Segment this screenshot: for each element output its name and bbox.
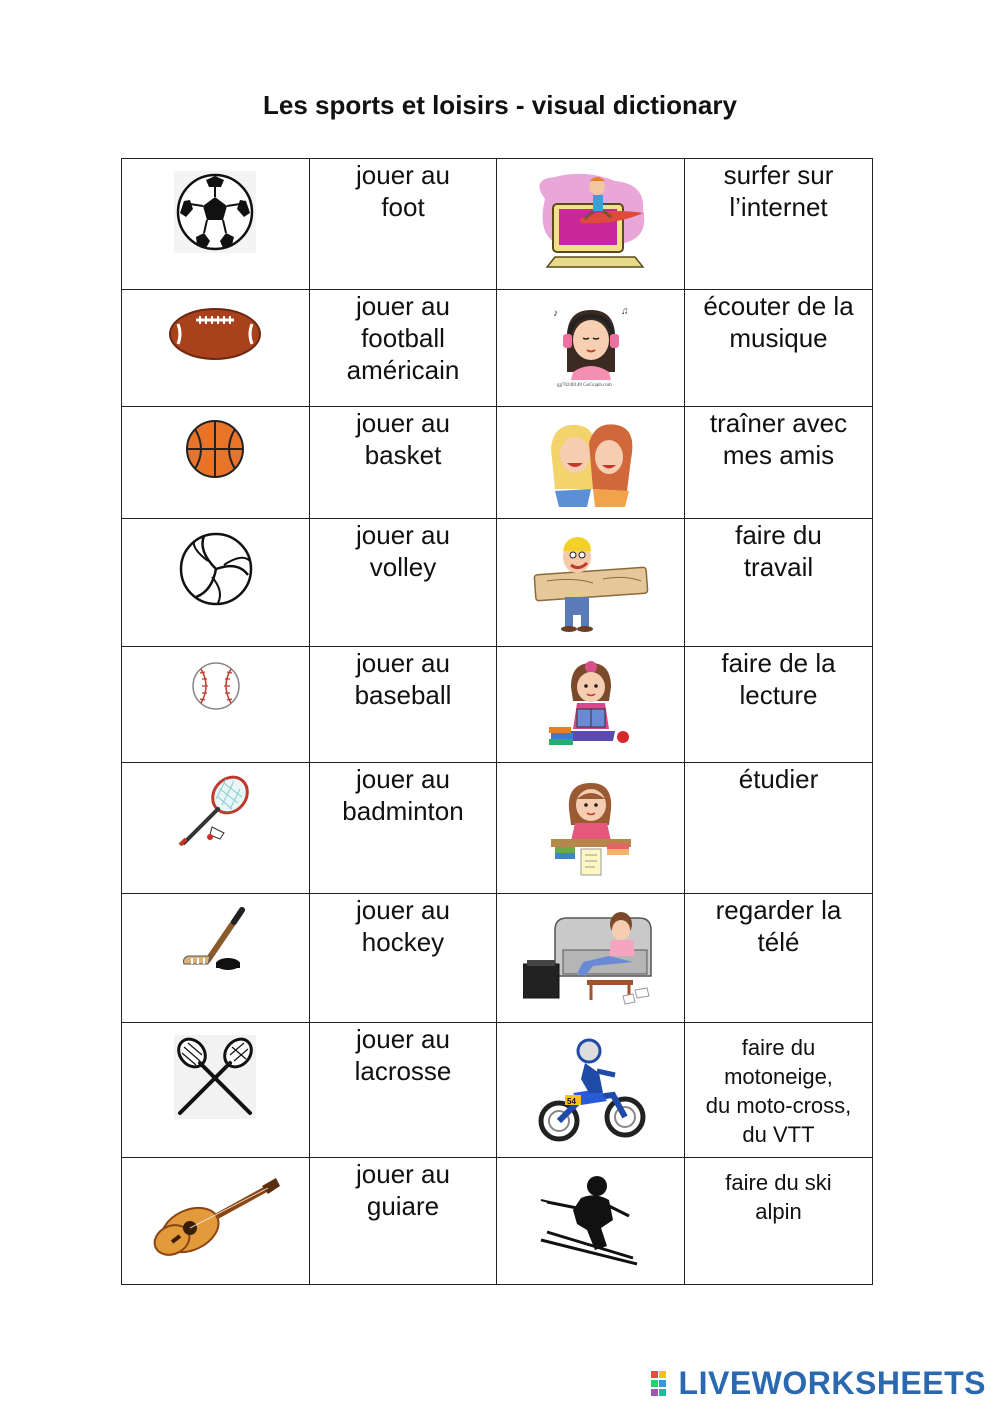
table-row	[122, 159, 873, 290]
vocab-word: faire du motoneige, du moto-cross, du VTT	[705, 1035, 852, 1147]
vocab-word: jouer au lacrosse	[354, 1024, 452, 1086]
american-football-icon	[168, 306, 262, 362]
vocab-word: traîner avec mes amis	[709, 408, 848, 470]
vocab-word: jouer au hockey	[356, 895, 450, 957]
table-row	[122, 519, 873, 647]
vocab-word: jouer au badminton	[342, 764, 464, 826]
table-row	[122, 407, 873, 519]
table-row	[122, 647, 873, 763]
motocross-rider-icon	[537, 1033, 647, 1143]
vocab-word: écouter de la musique	[703, 291, 854, 353]
vocab-word: faire du ski alpin	[725, 1170, 832, 1224]
badminton-racket-icon	[176, 775, 252, 849]
brand-footer	[651, 1365, 986, 1402]
table-row	[122, 763, 873, 894]
vocab-word: étudier	[738, 764, 819, 794]
girl-reading-icon	[549, 657, 633, 749]
surfing-computer-icon	[525, 169, 655, 269]
table-row	[122, 1023, 873, 1158]
girl-studying-icon	[547, 777, 635, 881]
vocab-word: jouer au volley	[356, 520, 450, 582]
guitar-icon	[150, 1174, 282, 1256]
vocab-word: jouer au football américain	[346, 291, 460, 385]
liveworksheets-logo-icon	[651, 1371, 675, 1397]
lacrosse-sticks-icon	[174, 1035, 256, 1119]
soccer-ball-icon	[174, 171, 256, 253]
hockey-stick-icon	[180, 906, 248, 976]
baseball-icon	[191, 661, 241, 711]
volleyball-icon	[178, 531, 254, 607]
table-row	[122, 1158, 873, 1285]
girl-watching-tv-icon	[523, 904, 657, 1008]
brand-name: LIVEWORKSHEETS	[678, 1365, 986, 1401]
table-row	[122, 290, 873, 407]
svg-text:gg70240140 GoGraph.com: gg70240140 GoGraph.com	[557, 383, 612, 388]
vocab-word: regarder la télé	[715, 895, 842, 957]
vocab-word: faire de la lecture	[721, 648, 836, 710]
svg-text:♪: ♪	[553, 308, 558, 319]
vocab-word: jouer au foot	[356, 160, 450, 222]
vocabulary-table	[121, 158, 873, 1285]
vocab-word: jouer au baseball	[354, 648, 452, 710]
vocab-word: faire du travail	[735, 520, 822, 582]
skier-silhouette-icon	[537, 1172, 645, 1268]
basketball-icon	[185, 419, 245, 479]
vocab-word: jouer au basket	[356, 408, 450, 470]
svg-text:♫: ♫	[621, 306, 629, 317]
vocab-word: jouer au guiare	[356, 1159, 450, 1221]
table-row	[122, 894, 873, 1023]
svg-text:54: 54	[567, 1097, 576, 1106]
friends-laughing-icon	[545, 419, 639, 507]
page-title: Les sports et loisirs - visual dictionary	[263, 90, 737, 120]
worker-carrying-plank-icon	[533, 533, 649, 633]
girl-headphones-icon	[549, 302, 633, 388]
vocab-word: surfer sur l’internet	[723, 160, 834, 222]
